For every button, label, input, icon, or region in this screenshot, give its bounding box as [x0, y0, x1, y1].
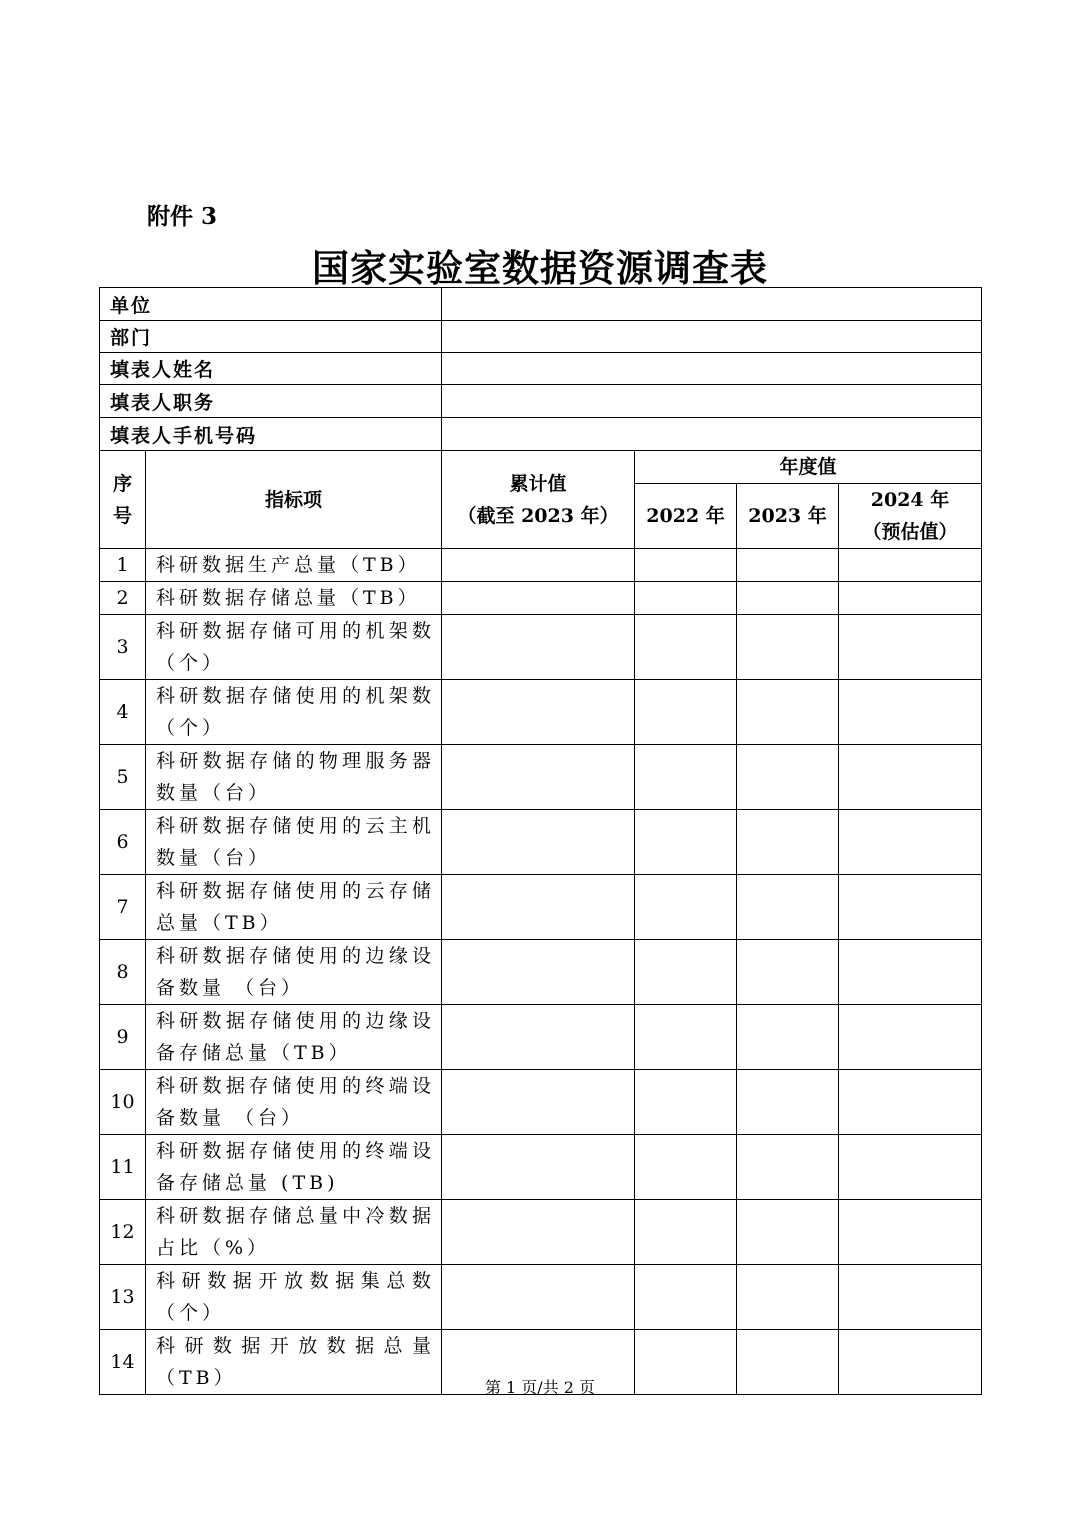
row-value-2022-input[interactable]	[635, 1135, 737, 1200]
row-value-2023-input[interactable]	[737, 1265, 839, 1330]
header-annual: 年度值	[635, 451, 982, 484]
row-value-2023-input[interactable]	[737, 1200, 839, 1265]
row-value-cumulative-input[interactable]	[442, 875, 635, 940]
info-row-department	[100, 321, 982, 353]
info-row-phone	[100, 418, 982, 451]
row-value-2022-input[interactable]	[635, 810, 737, 875]
row-value-2023-input[interactable]	[737, 582, 839, 615]
info-value-input[interactable]	[442, 418, 982, 451]
row-value-2023-input[interactable]	[737, 1135, 839, 1200]
row-value-2023-input[interactable]	[737, 1070, 839, 1135]
row-value-cumulative-input[interactable]	[442, 940, 635, 1005]
info-row-position	[100, 385, 982, 418]
row-value-cumulative-input[interactable]	[442, 1135, 635, 1200]
row-value-2022-input[interactable]	[635, 745, 737, 810]
table-row	[100, 615, 982, 680]
row-value-2022-input[interactable]	[635, 680, 737, 745]
row-value-cumulative-input[interactable]	[442, 1070, 635, 1135]
info-row-name	[100, 353, 982, 385]
row-seq: 7	[100, 875, 146, 940]
row-value-2024-input[interactable]	[839, 1005, 982, 1070]
row-seq: 6	[100, 810, 146, 875]
row-value-2023-input[interactable]	[737, 875, 839, 940]
table-row	[100, 582, 982, 615]
row-seq: 11	[100, 1135, 146, 1200]
header-2024	[839, 484, 982, 549]
row-item: 科研数据存储总量中冷数据占比（%）	[146, 1200, 442, 1265]
row-seq: 13	[100, 1265, 146, 1330]
header-2023: 2023 年	[737, 484, 839, 549]
row-value-2023-input[interactable]	[737, 1005, 839, 1070]
row-value-cumulative-input[interactable]	[442, 1265, 635, 1330]
row-seq: 2	[100, 582, 146, 615]
table-row	[100, 1265, 982, 1330]
info-label: 单位	[100, 288, 442, 321]
info-label: 部门	[100, 321, 442, 353]
row-value-2024-input[interactable]	[839, 680, 982, 745]
row-value-2022-input[interactable]	[635, 615, 737, 680]
row-item: 科研数据开放数据总量（TB）	[146, 1330, 442, 1395]
info-value-input[interactable]	[442, 385, 982, 418]
row-value-2023-input[interactable]	[737, 810, 839, 875]
row-item: 科研数据生产总量（TB）	[146, 549, 442, 582]
row-value-2024-input[interactable]	[839, 615, 982, 680]
header-item: 指标项	[146, 451, 442, 549]
header-2022: 2022 年	[635, 484, 737, 549]
table-row	[100, 549, 982, 582]
row-seq: 10	[100, 1070, 146, 1135]
row-item: 科研数据存储使用的机架数（个）	[146, 680, 442, 745]
row-value-cumulative-input[interactable]	[442, 1200, 635, 1265]
table-row	[100, 1070, 982, 1135]
info-value-input[interactable]	[442, 321, 982, 353]
header-seq: 序号	[100, 451, 146, 549]
header-2024-label: 2024 年	[870, 489, 950, 511]
row-value-2024-input[interactable]	[839, 582, 982, 615]
row-seq: 4	[100, 680, 146, 745]
row-value-2024-input[interactable]	[839, 875, 982, 940]
table-row	[100, 1135, 982, 1200]
row-value-2022-input[interactable]	[635, 1070, 737, 1135]
row-value-2022-input[interactable]	[635, 1200, 737, 1265]
table-row	[100, 810, 982, 875]
row-item: 科研数据存储使用的终端设备数量 （台）	[146, 1070, 442, 1135]
row-item: 科研数据存储可用的机架数（个）	[146, 615, 442, 680]
row-item: 科研数据开放数据集总数（个）	[146, 1265, 442, 1330]
row-value-cumulative-input[interactable]	[442, 680, 635, 745]
row-value-cumulative-input[interactable]	[442, 745, 635, 810]
row-value-2024-input[interactable]	[839, 1265, 982, 1330]
row-value-cumulative-input[interactable]	[442, 1005, 635, 1070]
info-label: 填表人手机号码	[100, 418, 442, 451]
row-value-2022-input[interactable]	[635, 549, 737, 582]
info-value-input[interactable]	[442, 288, 982, 321]
header-cumulative	[442, 451, 635, 549]
row-value-2022-input[interactable]	[635, 1265, 737, 1330]
table-row	[100, 875, 982, 940]
row-value-2023-input[interactable]	[737, 680, 839, 745]
header-cumulative-note: （截至 2023 年）	[457, 504, 619, 527]
row-value-2024-input[interactable]	[839, 810, 982, 875]
row-item: 科研数据存储使用的边缘设备数量 （台）	[146, 940, 442, 1005]
row-seq: 3	[100, 615, 146, 680]
row-value-2023-input[interactable]	[737, 745, 839, 810]
row-value-cumulative-input[interactable]	[442, 615, 635, 680]
row-value-2022-input[interactable]	[635, 582, 737, 615]
form-title: 国家实验室数据资源调查表	[312, 246, 768, 290]
table-row	[100, 680, 982, 745]
row-value-cumulative-input[interactable]	[442, 549, 635, 582]
row-value-2022-input[interactable]	[635, 875, 737, 940]
row-seq: 14	[100, 1330, 146, 1395]
row-value-2024-input[interactable]	[839, 1135, 982, 1200]
row-value-2023-input[interactable]	[737, 549, 839, 582]
row-item: 科研数据存储的物理服务器数量（台）	[146, 745, 442, 810]
row-value-2024-input[interactable]	[839, 1200, 982, 1265]
table-row	[100, 1200, 982, 1265]
row-seq: 12	[100, 1200, 146, 1265]
row-seq: 1	[100, 549, 146, 582]
header-cumulative-label: 累计值	[509, 472, 567, 495]
row-item: 科研数据存储使用的云主机数量（台）	[146, 810, 442, 875]
info-value-input[interactable]	[442, 353, 982, 385]
row-value-cumulative-input[interactable]	[442, 582, 635, 615]
row-value-2023-input[interactable]	[737, 615, 839, 680]
info-row-unit	[100, 288, 982, 321]
row-seq: 9	[100, 1005, 146, 1070]
row-value-2022-input[interactable]	[635, 940, 737, 1005]
header-row-1	[100, 451, 982, 484]
row-item: 科研数据存储使用的云存储总量（TB）	[146, 875, 442, 940]
row-value-2024-input[interactable]	[839, 549, 982, 582]
row-value-2023-input[interactable]	[737, 940, 839, 1005]
table-row	[100, 745, 982, 810]
row-value-2024-input[interactable]	[839, 940, 982, 1005]
table-row	[100, 940, 982, 1005]
row-value-2024-input[interactable]	[839, 745, 982, 810]
row-seq: 5	[100, 745, 146, 810]
info-label: 填表人职务	[100, 385, 442, 418]
row-seq: 8	[100, 940, 146, 1005]
page-footer: 第 1 页/共 2 页	[484, 1378, 596, 1397]
row-value-cumulative-input[interactable]	[442, 810, 635, 875]
survey-table	[99, 287, 982, 1395]
table-row	[100, 1005, 982, 1070]
attachment-label: 附件 3	[147, 203, 218, 230]
row-item: 科研数据存储使用的终端设备存储总量 (TB)	[146, 1135, 442, 1200]
row-item: 科研数据存储使用的边缘设备存储总量（TB）	[146, 1005, 442, 1070]
header-2024-note: （预估值）	[862, 521, 958, 543]
row-value-2024-input[interactable]	[839, 1070, 982, 1135]
info-label: 填表人姓名	[100, 353, 442, 385]
row-value-2022-input[interactable]	[635, 1005, 737, 1070]
row-item: 科研数据存储总量（TB）	[146, 582, 442, 615]
